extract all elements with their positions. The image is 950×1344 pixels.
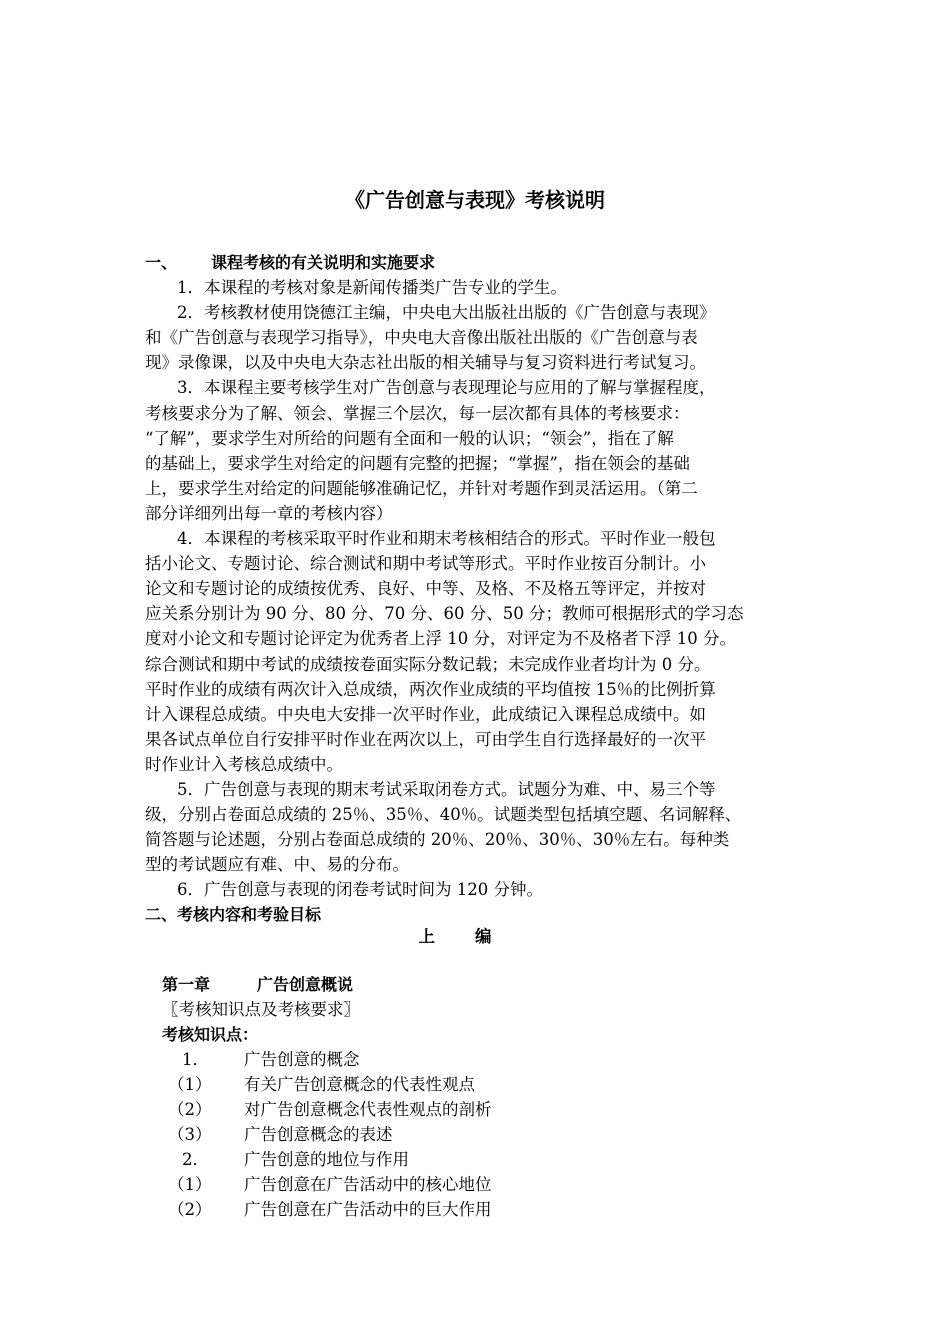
requirements-label: 〖考核知识点及考核要求〗	[162, 1000, 360, 1019]
paragraph-line: 括小论文、专题讨论、综合测试和期中考试等形式。平时作业按百分制计。小	[145, 554, 706, 574]
knowledge-point-text: 对广告创意概念代表性观点的剖析	[244, 1100, 492, 1119]
knowledge-point-number: 1．	[182, 1050, 209, 1069]
paragraph-line: 论文和专题讨论的成绩按优秀、良好、中等、及格、不及格五等评定，并按对	[145, 579, 706, 599]
knowledge-point-number: 2．	[182, 1150, 209, 1169]
knowledge-point-item	[162, 1147, 782, 1172]
chapter-number: 第一章	[162, 975, 211, 994]
knowledge-point-text: 广告创意在广告活动中的巨大作用	[244, 1200, 492, 1219]
knowledge-point-item	[162, 1172, 782, 1197]
knowledge-point-text: 广告创意概念的表述	[244, 1125, 393, 1144]
paragraph-line: 计入课程总成绩。中央电大安排一次平时作业，此成绩记入课程总成绩中。如	[145, 704, 706, 724]
knowledge-point-item	[162, 1047, 782, 1072]
document-title: 《广告创意与表现》考核说明	[345, 188, 605, 212]
paragraph-line: 度对小论文和专题讨论评定为优秀者上浮 10 分，对评定为不及格者下浮 10 分。	[145, 629, 736, 649]
knowledge-point-text: 广告创意的地位与作用	[244, 1150, 409, 1169]
paragraph-line: 平时作业的成绩有两次计入总成绩，两次作业成绩的平均值按 15％的比例折算	[145, 679, 716, 699]
paragraph-line: “了解”，要求学生对所给的问题有全面和一般的认识；“领会”，指在了解	[145, 428, 674, 448]
paragraph-line: 6．广告创意与表现的闭卷考试时间为 120 分钟。	[177, 880, 543, 900]
section-1-paragraphs	[145, 275, 807, 902]
section-2-heading: 二、考核内容和考验目标	[145, 905, 322, 925]
knowledge-point-text: 有关广告创意概念的代表性观点	[244, 1075, 475, 1094]
section-1-heading-row	[145, 250, 807, 275]
paragraph-line: 时作业计入考核总成绩中。	[145, 754, 343, 774]
section-1	[145, 250, 807, 928]
paragraph-line: 型的考试题应有难、中、易的分布。	[145, 855, 409, 875]
paragraph-line: 级，分别占卷面总成绩的 25％、35％、40％。试题类型包括填空题、名词解释、	[145, 805, 742, 825]
knowledge-point-item	[162, 1122, 782, 1147]
paragraph-line: 4．本课程的考核采取平时作业和期末考核相结合的形式。平时作业一般包	[177, 529, 716, 549]
knowledge-points-label: 考核知识点：	[162, 1025, 259, 1044]
knowledge-point-number: （1）	[168, 1175, 212, 1194]
paragraph-line: 3．本课程主要考核学生对广告创意与表现理论与应用的了解与掌握程度，	[177, 378, 716, 398]
paragraph-line: 的基础上，要求学生对给定的问题有完整的把握；“掌握”，指在领会的基础	[145, 453, 690, 473]
paragraph-line: 上，要求学生对给定的问题能够准确记忆，并针对考题作到灵活运用。（第二	[145, 478, 698, 498]
knowledge-point-item	[162, 1197, 782, 1222]
knowledge-points-list	[162, 1047, 782, 1222]
paragraph-line: 部分详细列出每一章的考核内容）	[145, 503, 393, 523]
paragraph-line: 2．考核教材使用饶德江主编，中央电大出版社出版的《广告创意与表现》	[177, 303, 716, 323]
knowledge-point-number: （2）	[168, 1100, 212, 1119]
paragraph-line: 应关系分别计为 90 分、80 分、70 分、60 分、50 分；教师可根据形式的学习态	[145, 604, 744, 624]
paragraph-line: 果各试点单位自行安排平时作业在两次以上，可由学生自行选择最好的一次平	[145, 729, 706, 749]
paragraph-line: 5．广告创意与表现的期末考试采取闭卷方式。试题分为难、中、易三个等	[177, 779, 716, 799]
knowledge-point-item	[162, 1072, 782, 1097]
section-1-heading: 课程考核的有关说明和实施要求	[211, 253, 436, 272]
knowledge-point-item	[162, 1097, 782, 1122]
part-heading: 上编	[418, 927, 532, 946]
knowledge-point-number: （1）	[168, 1075, 212, 1094]
paragraph-line: 1．本课程的考核对象是新闻传播类广告专业的学生。	[177, 278, 567, 298]
knowledge-point-text: 广告创意的概念	[244, 1050, 360, 1069]
knowledge-point-number: （2）	[168, 1200, 212, 1219]
chapter-heading	[162, 972, 782, 997]
knowledge-point-number: （3）	[168, 1125, 212, 1144]
chapter-1	[162, 972, 782, 1222]
section-1-number: 一、	[145, 253, 178, 272]
knowledge-point-text: 广告创意在广告活动中的核心地位	[244, 1175, 492, 1194]
paragraph-line: 考核要求分为了解、领会、掌握三个层次，每一层次都有具体的考核要求：	[145, 403, 690, 423]
paragraph-line: 现》录像课，以及中央电大杂志社出版的相关辅导与复习资料进行考试复习。	[145, 353, 706, 373]
chapter-title: 广告创意概说	[257, 975, 354, 994]
paragraph-line: 简答题与论述题，分别占卷面总成绩的 20％、20％、30％、30％左右。每种类	[145, 830, 730, 850]
paragraph-line: 综合测试和期中考试的成绩按卷面实际分数记载；未完成作业者均计为 0 分。	[145, 654, 711, 674]
paragraph-line: 和《广告创意与表现学习指导》，中央电大音像出版社出版的《广告创意与表	[145, 328, 698, 348]
